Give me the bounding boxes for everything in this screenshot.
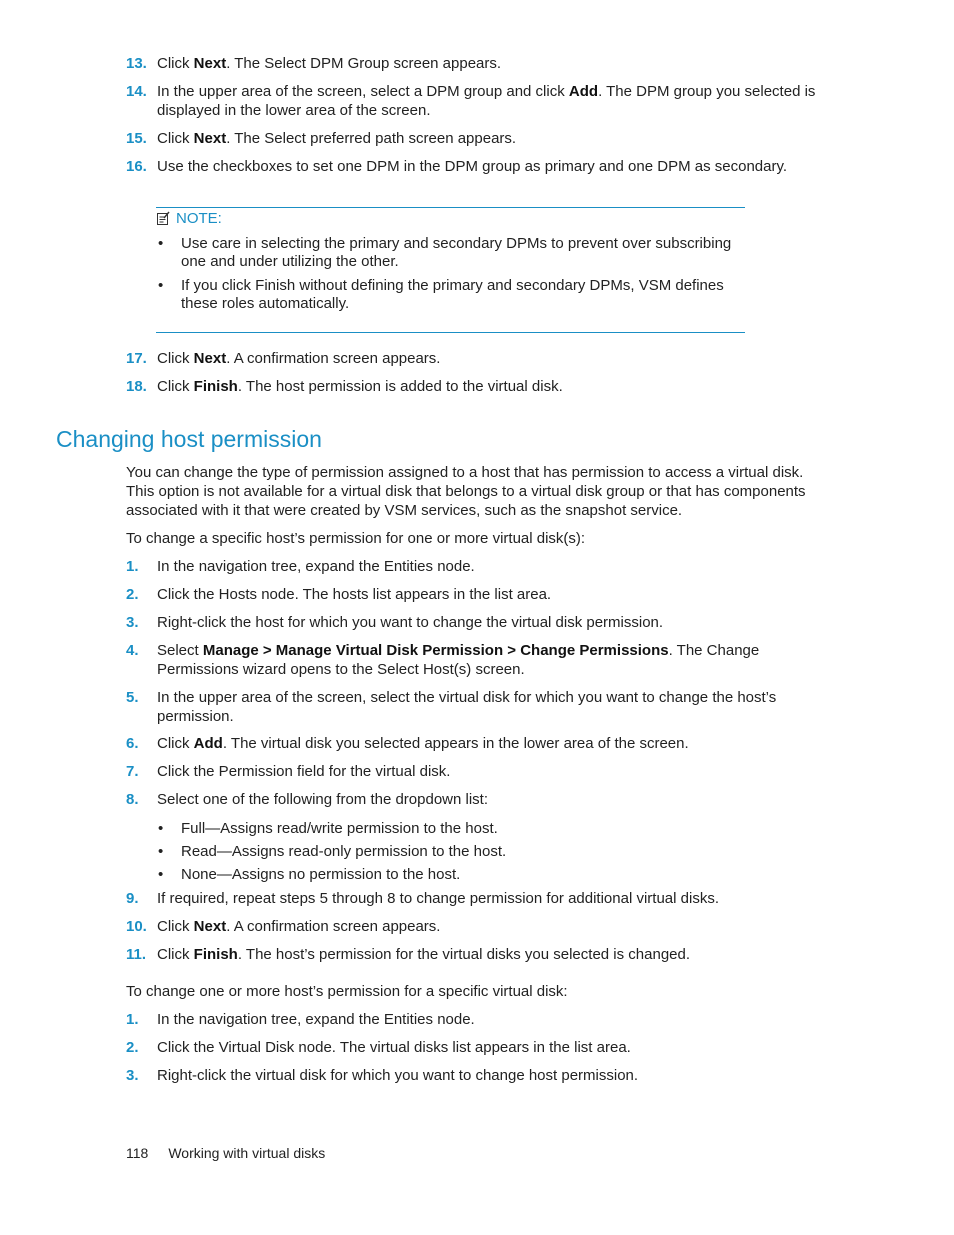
step-text: In the upper area of the screen, select the virtual disk for which you want to change the host’s permission. — [157, 689, 777, 725]
option-text: Read—Assigns read-only permission to the host. — [181, 843, 507, 860]
option-bullet — [158, 866, 758, 884]
step-number: 2. — [126, 586, 139, 603]
step-text: Click the Hosts node. The hosts list appears in the list area. — [157, 586, 552, 603]
step-number: 13. — [126, 55, 147, 72]
step-text: Click Next. The Select DPM Group screen appears. — [157, 55, 502, 72]
note-bullet-text: Use care in selecting the primary and secondary DPMs to prevent over subscribing one and under utilizing the other. — [181, 235, 732, 270]
step-item — [126, 613, 816, 632]
step-text: Click Next. A confirmation screen appears. — [157, 918, 441, 935]
option-text: Full—Assigns read/write permission to the host. — [181, 820, 498, 837]
note-top-rule — [156, 207, 745, 208]
step-text: In the navigation tree, expand the Entities node. — [157, 558, 475, 575]
step-text: Click Add. The virtual disk you selected appears in the lower area of the screen. — [157, 735, 689, 752]
step-item — [126, 945, 816, 964]
ui-term: Next — [193, 918, 227, 935]
step-number: 5. — [126, 689, 139, 706]
step-item — [126, 377, 816, 396]
step-number: 4. — [126, 642, 139, 659]
step-text: Use the checkboxes to set one DPM in the DPM group as primary and one DPM as secondary. — [157, 158, 788, 175]
step-item — [126, 157, 816, 176]
step-number: 17. — [126, 350, 147, 367]
step-item — [126, 1038, 816, 1057]
step-text: Click Finish. The host’s permission for the virtual disks you selected is changed. — [157, 946, 691, 963]
page-footer — [126, 1145, 325, 1161]
step-text: In the navigation tree, expand the Entities node. — [157, 1011, 475, 1028]
step-number: 2. — [126, 1039, 139, 1056]
step-number: 9. — [126, 890, 139, 907]
step-item — [126, 762, 816, 781]
option-bullet — [158, 843, 758, 861]
procedure-lead: To change a specific host’s permission for one or more virtual disk(s): — [126, 530, 586, 547]
ui-term: Add — [568, 83, 599, 100]
step-number: 10. — [126, 918, 147, 935]
ui-term: Next — [193, 55, 227, 72]
page-number: 118 — [126, 1145, 149, 1161]
step-item — [126, 688, 816, 726]
ui-term: Add — [193, 735, 223, 752]
step-number: 11. — [126, 946, 147, 963]
ui-term: Finish — [193, 946, 238, 963]
note-label: NOTE: — [176, 210, 222, 227]
step-item — [126, 349, 816, 368]
step-number: 15. — [126, 130, 147, 147]
ui-term: Next — [193, 130, 227, 147]
step-number: 18. — [126, 378, 147, 395]
step-text: In the upper area of the screen, select a DPM group and click Add. The DPM group you selected is displayed in the lower area of the screen. — [157, 83, 816, 119]
note-bottom-rule — [156, 332, 745, 333]
note-bullet — [158, 277, 758, 313]
step-item — [126, 585, 816, 604]
procedure-lead: To change one or more host’s permission for a specific virtual disk: — [126, 983, 568, 1000]
bullet-dot: • — [158, 277, 164, 294]
step-item — [126, 557, 816, 576]
intro-paragraph: You can change the type of permission assigned to a host that has permission to access a virtual disk. This option is not available for a virtual disk that belongs to a virtual disk group or that has components associated with it that were created by VSM services, such as the snapshot service. — [126, 464, 806, 519]
bullet-dot: • — [158, 843, 164, 860]
chapter-title: Working with virtual disks — [168, 1145, 326, 1161]
ui-term: Next — [193, 350, 227, 367]
note-heading — [156, 210, 222, 227]
step-number: 6. — [126, 735, 139, 752]
step-text: Click the Virtual Disk node. The virtual disks list appears in the list area. — [157, 1039, 631, 1056]
step-text: Select Manage > Manage Virtual Disk Permission > Change Permissions. The Change Permissions wizard opens to the Select Host(s) screen. — [157, 642, 760, 678]
step-text: Click Finish. The host permission is added to the virtual disk. — [157, 378, 563, 395]
note-bullet — [158, 235, 758, 271]
step-text: Click the Permission field for the virtual disk. — [157, 763, 451, 780]
step-text: Right-click the virtual disk for which you want to change host permission. — [157, 1067, 639, 1084]
ui-term: Manage > Manage Virtual Disk Permission > Change Permissions — [202, 642, 669, 659]
note-icon — [156, 211, 170, 225]
bullet-dot: • — [158, 235, 164, 252]
step-item — [126, 889, 816, 908]
step-item — [126, 129, 816, 148]
ui-term: Finish — [193, 378, 238, 395]
step-item — [126, 82, 816, 120]
step-item — [126, 917, 816, 936]
step-text: Click Next. The Select preferred path screen appears. — [157, 130, 517, 147]
step-item — [126, 641, 816, 679]
step-number: 3. — [126, 614, 139, 631]
step-number: 16. — [126, 158, 147, 175]
section-heading: Changing host permission — [56, 426, 322, 452]
step-text: Click Next. A confirmation screen appears. — [157, 350, 441, 367]
step-item — [126, 790, 816, 809]
note-bullet-text: If you click Finish without defining the primary and secondary DPMs, VSM defines these roles automatically. — [181, 277, 724, 312]
step-number: 3. — [126, 1067, 139, 1084]
option-bullet — [158, 820, 758, 838]
step-item — [126, 1010, 816, 1029]
step-item — [126, 1066, 816, 1085]
bullet-dot: • — [158, 866, 164, 883]
step-text: Right-click the host for which you want to change the virtual disk permission. — [157, 614, 664, 631]
step-number: 1. — [126, 558, 139, 575]
step-number: 14. — [126, 83, 147, 100]
step-text: Select one of the following from the dropdown list: — [157, 791, 489, 808]
step-item — [126, 734, 816, 753]
step-item — [126, 54, 816, 73]
step-number: 8. — [126, 791, 139, 808]
bullet-dot: • — [158, 820, 164, 837]
option-text: None—Assigns no permission to the host. — [181, 866, 461, 883]
step-text: If required, repeat steps 5 through 8 to change permission for additional virtual disks. — [157, 890, 719, 907]
step-number: 7. — [126, 763, 139, 780]
step-number: 1. — [126, 1011, 139, 1028]
